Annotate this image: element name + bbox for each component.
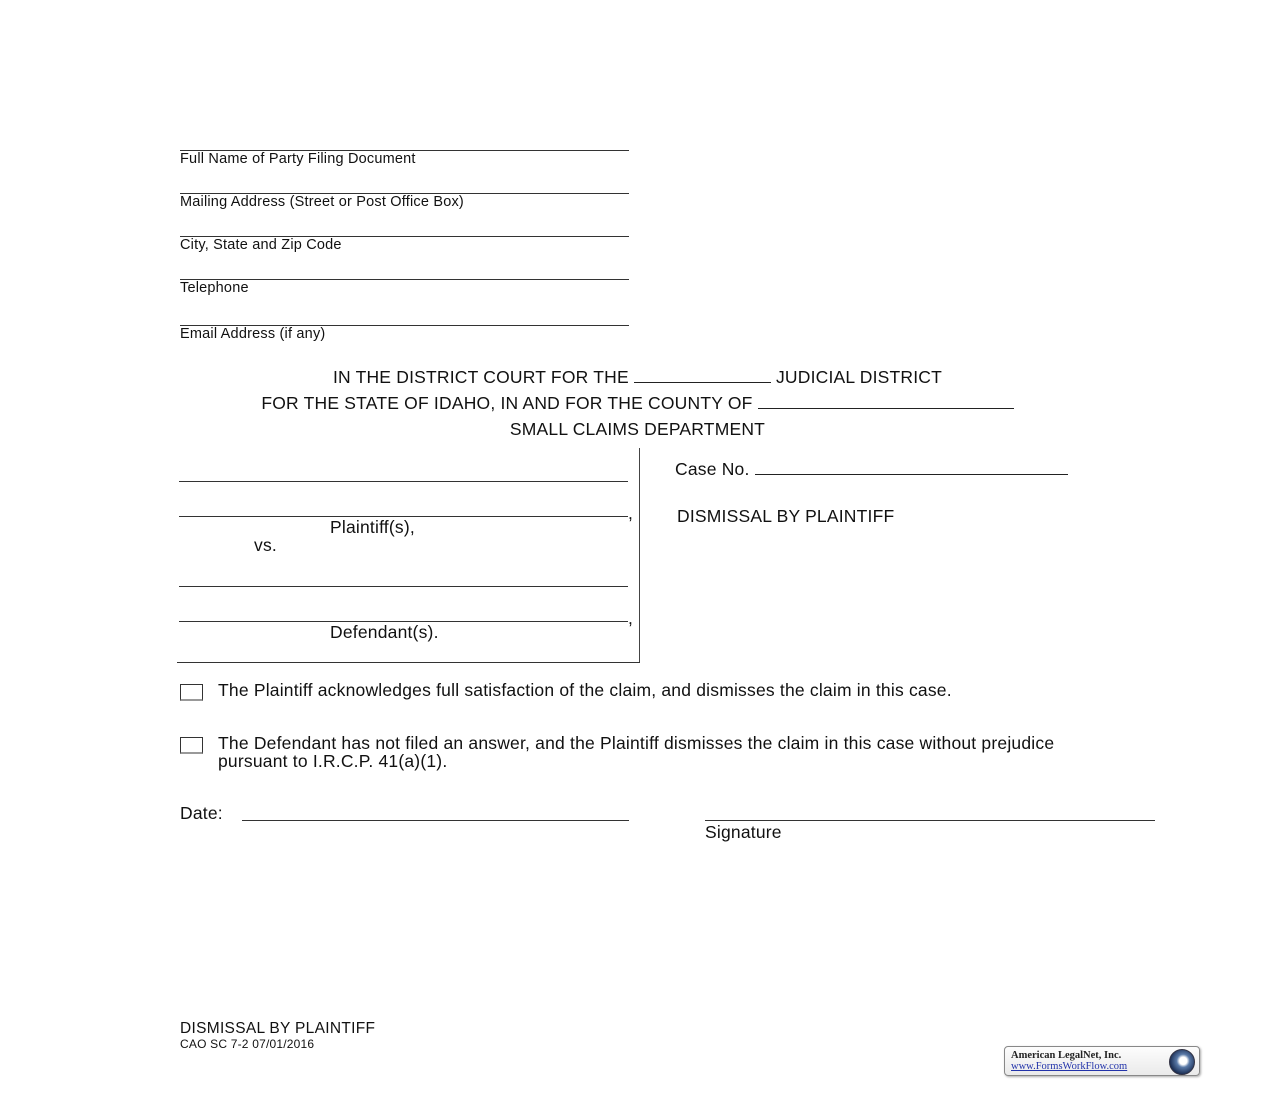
email-label: Email Address (if any) xyxy=(180,326,326,342)
vendor-badge[interactable] xyxy=(1004,1046,1200,1076)
signature-label: Signature xyxy=(705,822,782,842)
plaintiff-label: Plaintiff(s), xyxy=(330,517,415,537)
court-header-suffix: JUDICIAL DISTRICT xyxy=(775,367,943,387)
court-header-line-2 xyxy=(0,393,1275,414)
case-number-label: Case No. xyxy=(675,459,750,479)
mailing-address-label: Mailing Address (Street or Post Office Box) xyxy=(180,194,464,210)
caption-bottom-divider xyxy=(177,662,640,663)
plaintiff-comma: , xyxy=(628,503,634,523)
option-1-checkbox[interactable] xyxy=(180,684,203,701)
footer-form-title: DISMISSAL BY PLAINTIFF xyxy=(180,1020,376,1037)
signature-input-line[interactable] xyxy=(705,820,1155,821)
court-header-prefix: IN THE DISTRICT COURT FOR THE xyxy=(332,367,629,387)
defendant-comma: , xyxy=(628,608,634,628)
option-1-text: The Plaintiff acknowledges full satisfaction of the claim, and dismisses the claim in this case. xyxy=(218,680,952,700)
defendant-label: Defendant(s). xyxy=(330,622,439,642)
telephone-label: Telephone xyxy=(180,280,249,296)
case-number-input[interactable] xyxy=(755,473,1068,475)
footer-form-code: CAO SC 7-2 07/01/2016 xyxy=(180,1037,315,1051)
vendor-name: American LegalNet, Inc. xyxy=(1011,1050,1122,1061)
globe-logo-icon xyxy=(1169,1049,1195,1075)
county-prefix: FOR THE STATE OF IDAHO, IN AND FOR THE COUNTY OF xyxy=(261,393,753,413)
caption-vertical-divider xyxy=(639,448,640,662)
court-header-line-3: SMALL CLAIMS DEPARTMENT xyxy=(509,419,766,439)
plaintiff-name-line-1[interactable] xyxy=(179,481,628,482)
document-title: DISMISSAL BY PLAINTIFF xyxy=(677,506,895,526)
date-label: Date: xyxy=(180,803,223,823)
case-number-row xyxy=(675,459,1068,480)
judicial-district-input[interactable] xyxy=(634,381,771,383)
defendant-name-line-1[interactable] xyxy=(179,586,628,587)
city-state-zip-label: City, State and Zip Code xyxy=(180,237,342,253)
vs-label: vs. xyxy=(254,535,277,555)
option-2-text: The Defendant has not filed an answer, and the Plaintiff dismisses the claim in this case without prejudice pursuant to I.R.C.P. 41(a)(1). xyxy=(218,733,1055,771)
option-2-checkbox[interactable] xyxy=(180,737,203,754)
county-input[interactable] xyxy=(758,407,1014,409)
full-name-label: Full Name of Party Filing Document xyxy=(180,151,416,167)
date-input-line[interactable] xyxy=(242,820,629,821)
vendor-url-link[interactable]: www.FormsWorkFlow.com xyxy=(1011,1061,1128,1072)
court-header-line-1 xyxy=(0,367,1275,388)
